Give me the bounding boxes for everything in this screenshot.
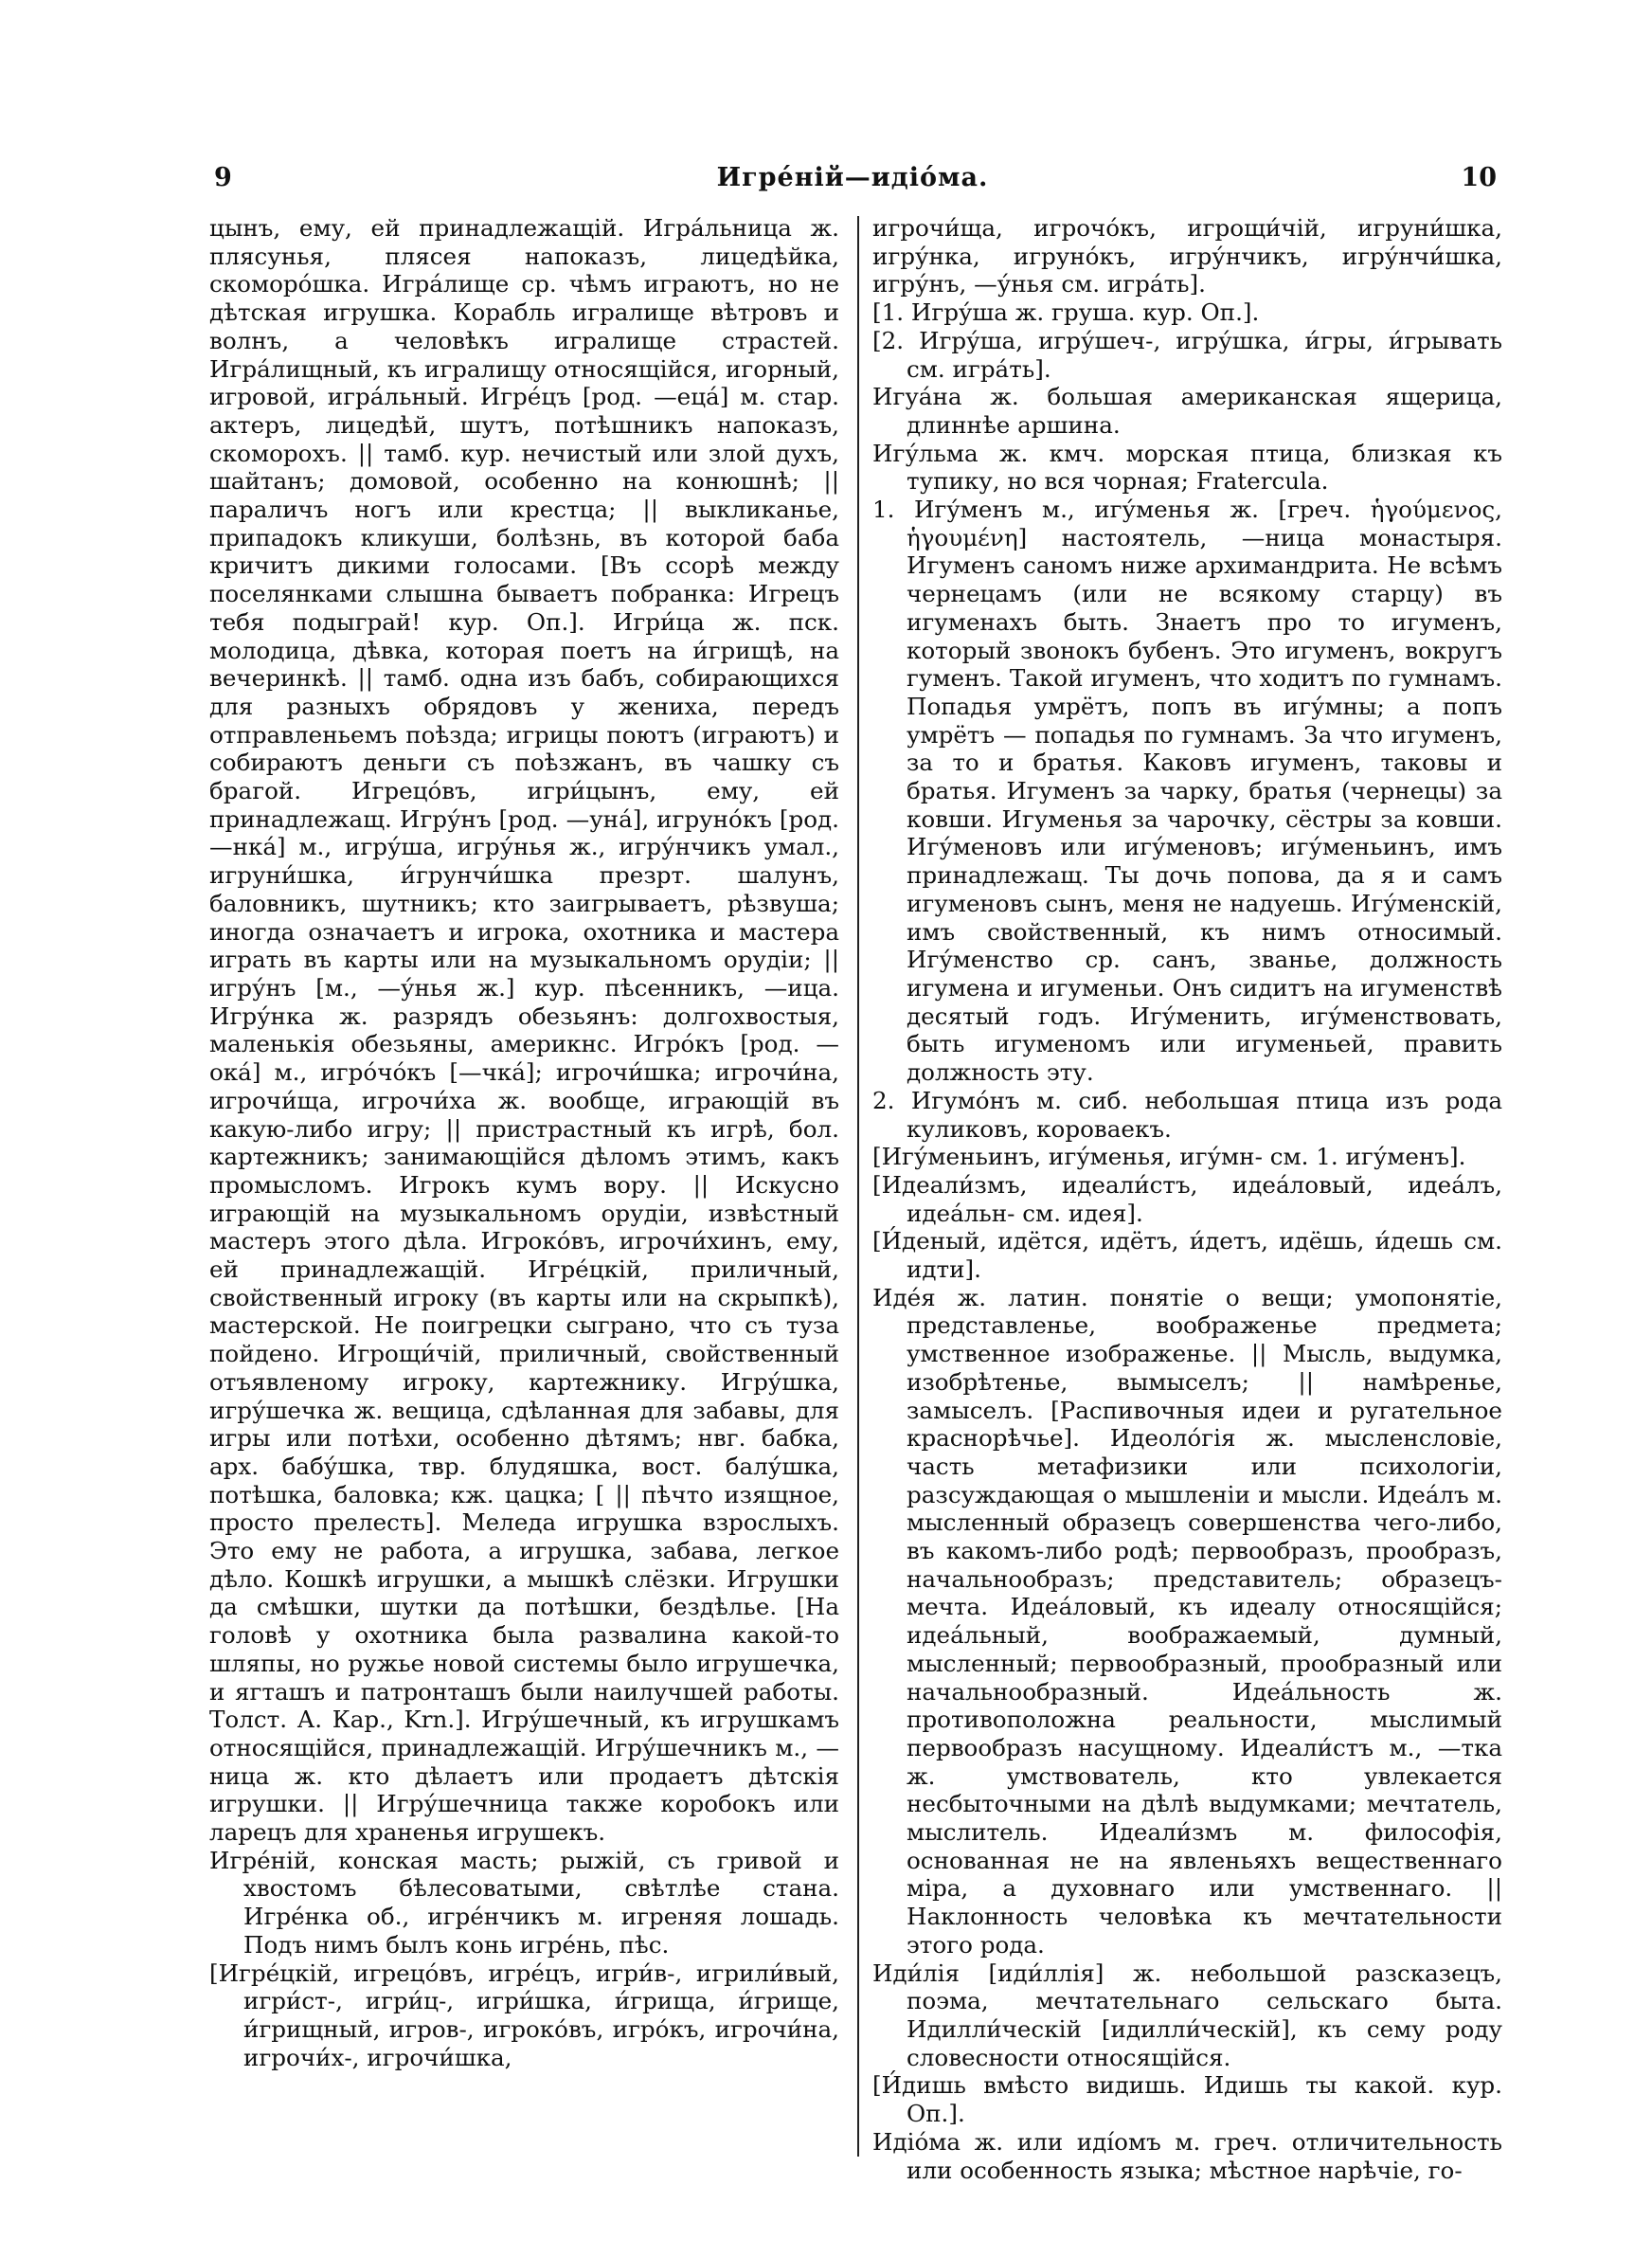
dictionary-entry: [И́деный, идётся, идётъ, и́детъ, идёшь, и́дешь см. идти]. (872, 1227, 1502, 1284)
page-number-left: 9 (214, 163, 232, 192)
dictionary-entry: 1. Игу́менъ м., игу́менья ж. [греч. ἡγούμενος, ἡγουμένη] настоятель, —ница монастыря. Игуменъ саномъ ниже архимандрита. Не всѣмъ чернецамъ (или не всякому старцу) въ игуменахъ быть. Знаетъ про то игуменъ, который звонокъ бубенъ. Это игуменъ, вокругъ гуменъ. Такой игуменъ, что ходитъ по гумнамъ. Попадья умрётъ, попъ въ игу́мны; а попъ умрётъ — попадья по гумнамъ. За что игуменъ, за то и братья. Каковъ игуменъ, таковы и братья. Игуменъ за чарку, братья (чернецы) за ковши. Игуменья за чарочку, сёстры за ковши. Игу́меновъ или игу́меновъ; игу́меньинъ, имъ принадлежащ. Ты дочь попова, да я и самъ игуменовъ сынъ, меня не надуешь. Игу́менскій, имъ свойственный, къ нимъ относимый. Игу́менство ср. санъ, званье, должность игумена и игуменьи. Онъ сидитъ на игуменствѣ десятый годъ. Игу́менить, игу́менствовать, быть игуменомъ или игуменьей, править должность эту. (872, 496, 1502, 1087)
dictionary-entry: [И́дишь вмѣсто видишь. Идишь ты какой. кур. Оп.]. (872, 2071, 1502, 2128)
dictionary-entry: [Игре́цкій, игрецо́въ, игре́цъ, игри́в-, игрили́вый, игри́ст-, игри́ц-, игри́шка, и́грища, и́грище, и́грищный, игров-, игроко́въ, игро́къ, игрочи́на, игрочи́х-, игрочи́шка, (209, 1959, 839, 2071)
page-header (208, 163, 1497, 201)
dictionary-entry: [Идеали́змъ, идеали́стъ, идеа́ловый, идеа́лъ, идеа́льн- см. идея]. (872, 1170, 1502, 1227)
dictionary-entry: [Игу́меньинъ, игу́менья, игу́мн- см. 1. игу́менъ]. (872, 1143, 1466, 1171)
right-column (872, 214, 1502, 2184)
dictionary-entry: Игре́ній, конская масть; рыжій, съ гривой и хвостомъ бѣлесоватыми, свѣтлѣе стана. Игре́нка об., игре́нчикъ м. игреняя лошадь. Подъ нимъ былъ конь игре́нь, пѣс. (209, 1846, 839, 1959)
running-head: Игре́ній—идіо́ма. (716, 163, 989, 192)
dictionary-entry: [2. Игру́ша, игру́шеч-, игру́шка, и́гры, и́грывать см. игра́ть]. (872, 326, 1502, 383)
page-number-right: 10 (1461, 163, 1497, 192)
dictionary-entry: Игуа́на ж. большая американская ящерица, длиннѣе аршина. (872, 383, 1502, 439)
dictionary-entry: игрочи́ща, игрочо́къ, игрощи́чій, игруни́шка, игру́нка, игруно́къ, игру́нчикъ, игру́нчи́шка, игру́нъ, —у́нья см. игра́ть]. (872, 214, 1502, 298)
dictionary-entry: цынъ, ему, ей принадлежащій. Игра́льница ж. плясунья, плясея напоказъ, лицедѣйка, скоморо́шка. Игра́лище ср. чѣмъ играютъ, но не дѣтская игрушка. Корабль игралище вѣтровъ и волнъ, а человѣкъ игралище страстей. Игра́лищный, къ игралищу относящійся, игорный, игровой, игра́льный. Игре́цъ [род. —еца́] м. стар. актеръ, лицедѣй, шутъ, потѣшникъ напоказъ, скоморохъ. || тамб. кур. нечистый или злой духъ, шайтанъ; домовой, особенно на конюшнѣ; || параличъ ногъ или крестца; || выкликанье, припадокъ кликуши, болѣзнь, въ которой баба кричитъ дикими голосами. [Въ ссорѣ между поселянками слышна бываетъ побранка: Игрецъ тебя подыграй! кур. Оп.]. Игри́ца ж. пск. молодица, дѣвка, которая поетъ на и́грищѣ, на вечеринкѣ. || тамб. одна изъ бабъ, собирающихся для разныхъ обрядовъ у жениха, передъ отправленьемъ поѣзда; игрицы поютъ (играютъ) и собираютъ деньги съ поѣзжанъ, въ чашку съ брагой. Игрецо́въ, игри́цынъ, ему, ей принадлежащ. Игру́нъ [род. —уна́], игруно́къ [род. —нка́] м., игру́ша, игру́нья ж., игру́нчикъ умал., игруни́шка, и́грунчи́шка презрт. шалунъ, баловникъ, шутникъ; кто заигрываетъ, рѣзвуша; иногда означаетъ и игрока, охотника и мастера играть въ карты или на музыкальномъ орудіи; || игру́нъ [м., —у́нья ж.] кур. пѣсенникъ, —ица. Игру́нка ж. разрядъ обезьянъ: долгохвостыя, маленькія обезьяны, америкнс. Игро́къ [род. —ока́] м., игро́чо́къ [—чка́]; игрочи́шка; игрочи́на, игрочи́ща, игрочи́ха ж. вообще, играющій въ какую-либо игру; || пристрастный къ игрѣ, бол. картежникъ; занимающійся дѣломъ этимъ, какъ промысломъ. Игрокъ кумъ вору. || Искусно играющій на музыкальномъ орудіи, извѣстный мастеръ этого дѣла. Игроко́въ, игрочи́хинъ, ему, ей принадлежащій. Игре́цкій, приличный, свойственный игроку (въ карты или на скрыпкѣ), мастерской. Не поигрецки сыграно, что съ туза пойдено. Игрощи́чій, приличный, свойственный отъявленому игроку, картежнику. Игру́шка, игру́шечка ж. вещица, сдѣланная для забавы, для игры или потѣхи, особенно дѣтямъ; нвг. бабка, арх. бабу́шка, твр. блудяшка, вост. балу́шка, потѣшка, баловка; кж. цацка; [ || пѣчто изящное, просто прелесть]. Меледа игрушка взрослыхъ. Это ему не работа, а игрушка, забава, легкое дѣло. Кошкѣ игрушки, а мышкѣ слёзки. Игрушки да смѣшки, шутки да потѣшки, бездѣлье. [На головѣ у охотника была развалина какой-то шляпы, но ружье новой системы было игрушечка, и ягташъ и патронташъ были наилучшей работы. Толст. А. Кар., Krn.]. Игру́шечный, къ игрушкамъ относящійся, принадлежащій. Игру́шечникъ м., —ница ж. кто дѣлаетъ или продаетъ дѣтскія игрушки. || Игру́шечница также коробокъ или ларецъ для храненья игрушекъ. (209, 214, 839, 1847)
left-column (209, 214, 839, 2164)
dictionary-entry: [1. Игру́ша ж. груша. кур. Оп.]. (872, 298, 1260, 327)
dictionary-entry: Иде́я ж. латин. понятіе о вещи; умопонятіе, представленье, воображенье предмета; умственное изображенье. || Мысль, выдумка, изобрѣтенье, вымыселъ; || намѣренье, замыселъ. [Распивочныя идеи и ругательное краснорѣчье]. Идеоло́гія ж. мысленсловіе, часть метафизики или психологіи, разсуждающая о мышленіи и мысли. Идеа́лъ м. мысленный образецъ совершенства чего-либо, въ какомъ-либо родѣ; первообразъ, прообразъ, начальнообразъ; представитель; образецъ-мечта. Идеа́ловый, къ идеалу относящійся; идеа́льный, воображаемый, думный, мысленный; первообразный, прообразный или начальнообразный. Идеа́льность ж. противоположна реальности, мыслимый первообразъ насущному. Идеали́стъ м., —тка ж. умствователь, кто увлекается несбыточными на дѣлѣ выдумками; мечтатель, мыслитель. Идеали́змъ м. философія, основанная не на явленьяхъ вещественнаго міра, а духовнаго или умственнаго. || Наклонность человѣка къ мечтательности этого рода. (872, 1283, 1502, 1959)
column-divider (857, 216, 859, 2157)
dictionary-entry: Игу́льма ж. кмч. морская птица, близкая къ тупику, но вся чорная; Fratercula. (872, 439, 1502, 496)
dictionary-entry: 2. Игумо́нъ м. сиб. небольшая птица изъ рода куликовъ, короваекъ. (872, 1086, 1502, 1143)
dictionary-entry: Идіо́ма ж. или иді́омъ м. греч. отличительность или особенность языка; мѣстное нарѣчіе, го- (872, 2127, 1502, 2184)
dictionary-entry: Иди́лія [иди́ллія] ж. небольшой разсказецъ, поэма, мечтательнаго сельскаго быта. Идилли́ческій [идилли́ческій], къ сему роду словесности относящійся. (872, 1959, 1502, 2071)
